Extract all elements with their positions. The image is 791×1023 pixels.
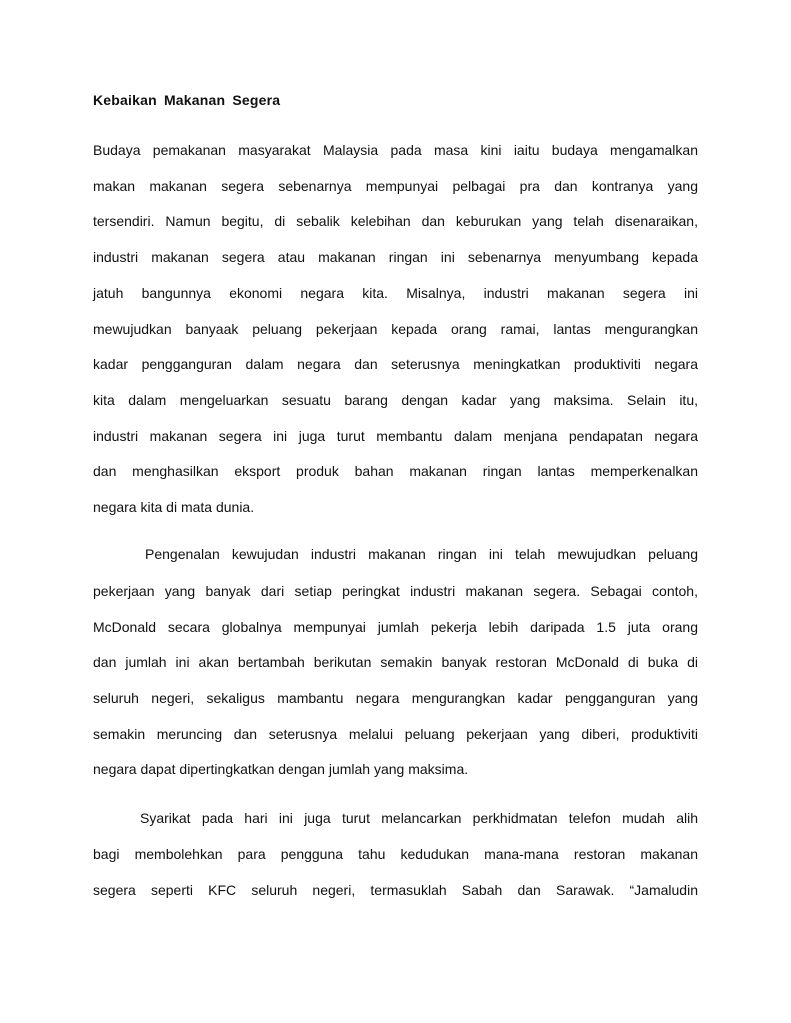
paragraph-line: McDonald secara globalnya mempunyai jumlah pekerja lebih daripada 1.5 juta orang	[93, 619, 698, 635]
paragraph-line: seluruh negeri, sekaligus mambantu negara mengurangkan kadar pengganguran yang	[93, 690, 698, 706]
paragraph-line: segera seperti KFC seluruh negeri, termasuklah Sabah dan Sarawak. “Jamaludin	[93, 882, 698, 898]
paragraph-line: kita dalam mengeluarkan sesuatu barang dengan kadar yang maksima. Selain itu,	[93, 392, 698, 408]
paragraph-line: industri makanan segera ini juga turut membantu dalam menjana pendapatan negara	[93, 428, 698, 444]
paragraph-line: industri makanan segera atau makanan ringan ini sebenarnya menyumbang kepada	[93, 249, 698, 265]
paragraph-line: negara kita di mata dunia.	[93, 499, 255, 515]
paragraph-line: jatuh bangunnya ekonomi negara kita. Misalnya, industri makanan segera ini	[93, 285, 698, 301]
paragraph-line: pekerjaan yang banyak dari setiap peringkat industri makanan segera. Sebagai contoh,	[93, 583, 698, 599]
paragraph-line: tersendiri. Namun begitu, di sebalik kelebihan dan keburukan yang telah disenaraikan,	[93, 213, 698, 229]
paragraph-line: Syarikat pada hari ini juga turut melancarkan perkhidmatan telefon mudah alih	[140, 810, 698, 826]
paragraph-line: mewujudkan banyaak peluang pekerjaan kepada orang ramai, lantas mengurangkan	[93, 321, 698, 337]
paragraph-line: makan makanan segera sebenarnya mempunyai pelbagai pra dan kontranya yang	[93, 178, 698, 194]
paragraph-line: negara dapat dipertingkatkan dengan jumlah yang maksima.	[93, 761, 469, 777]
paragraph-line: kadar pengganguran dalam negara dan seterusnya meningkatkan produktiviti negara	[93, 356, 698, 372]
paragraph-line: dan jumlah ini akan bertambah berikutan semakin banyak restoran McDonald di buka di	[93, 654, 698, 670]
paragraph-line: Budaya pemakanan masyarakat Malaysia pada masa kini iaitu budaya mengamalkan	[93, 142, 698, 158]
paragraph-line: dan menghasilkan eksport produk bahan makanan ringan lantas memperkenalkan	[93, 463, 698, 479]
paragraph-line: bagi membolehkan para pengguna tahu kedudukan mana-mana restoran makanan	[93, 846, 698, 862]
document-title: Kebaikan Makanan Segera	[93, 92, 281, 108]
paragraph-line: Pengenalan kewujudan industri makanan ringan ini telah mewujudkan peluang	[145, 546, 698, 562]
paragraph-line: semakin meruncing dan seterusnya melalui peluang pekerjaan yang diberi, produktiviti	[93, 726, 698, 742]
